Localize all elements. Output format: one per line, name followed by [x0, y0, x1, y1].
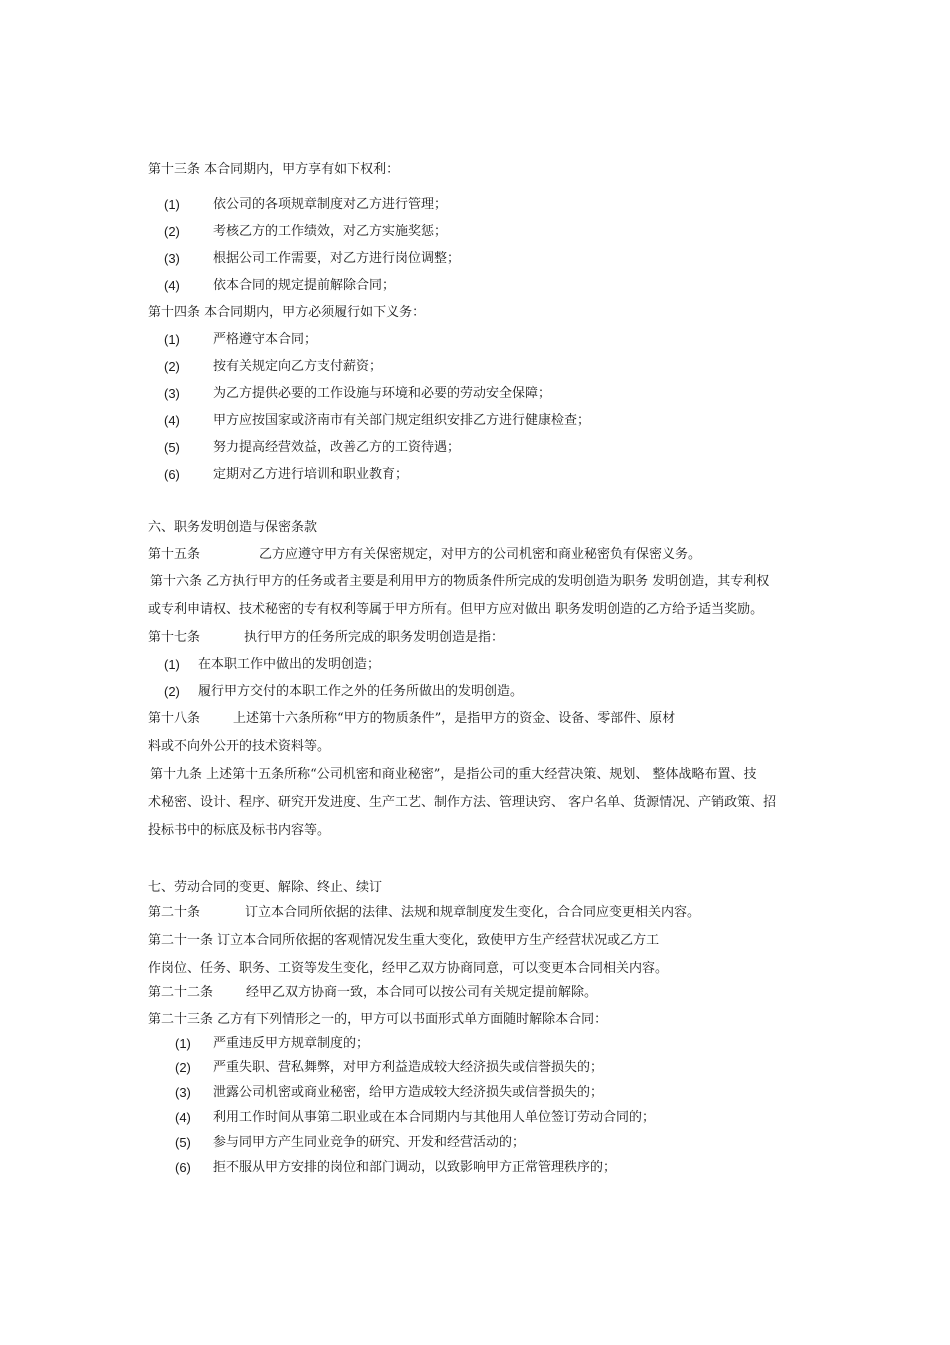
art21-line-1: 第二十一条 订立本合同所依据的客观情况发生重大变化，致使甲方生产经营状况或乙方工: [148, 933, 660, 948]
art16-line-1: 第十六条 乙方执行甲方的任务或者主要是利用甲方的物质条件所完成的发明创造为职务 发明创造，其专利权: [150, 574, 770, 589]
art18-text: 上述第十六条所称“甲方的物质条件”，是指甲方的资金、设备、零部件、原材: [233, 711, 676, 726]
art17-text: 执行甲方的任务所完成的职务发明创造是指：: [244, 630, 505, 645]
art16-line-2: 或专利申请权、技术秘密的专有权利等属于甲方所有。但甲方应对做出 职务发明创造的乙方给予适当奖励。: [148, 602, 764, 617]
art14-item-1-num: (1): [164, 332, 180, 347]
art21-line-2: 作岗位、任务、职务、工资等发生变化，经甲乙双方协商同意，可以变更本合同相关内容。: [148, 961, 669, 976]
art14-item-2-text: 按有关规定向乙方支付薪资；: [213, 359, 383, 374]
art14-item-6-num: (6): [164, 467, 180, 482]
art13-item-2-num: (2): [164, 224, 180, 239]
art23-item-6-num: (6): [175, 1160, 191, 1175]
art13-item-1-num: (1): [164, 197, 180, 212]
art20-text: 订立本合同所依据的法律、法规和规章制度发生变化，合合同应变更相关内容。: [245, 905, 701, 920]
art23-item-1-text: 严重违反甲方规章制度的；: [213, 1036, 370, 1051]
art14-item-4-num: (4): [164, 413, 180, 428]
art23-item-1-num: (1): [175, 1036, 191, 1051]
art13-item-4-num: (4): [164, 278, 180, 293]
art23-item-5-text: 参与同甲方产生同业竞争的研究、开发和经营活动的；: [213, 1135, 526, 1150]
art17-item-2-text: 履行甲方交付的本职工作之外的任务所做出的发明创造。: [198, 684, 524, 699]
art13-item-2-text: 考核乙方的工作绩效，对乙方实施奖惩；: [213, 224, 448, 239]
art17-item-2-num: (2): [164, 684, 180, 699]
art20-label: 第二十条: [148, 905, 201, 920]
art13-item-3-num: (3): [164, 251, 180, 266]
art23-item-3-num: (3): [175, 1085, 191, 1100]
art23-item-2-num: (2): [175, 1060, 191, 1075]
art15-text: 乙方应遵守甲方有关保密规定，对甲方的公司机密和商业秘密负有保密义务。: [259, 547, 702, 562]
art13-item-1-text: 依公司的各项规章制度对乙方进行管理；: [213, 197, 448, 212]
art15-label: 第十五条: [148, 547, 201, 562]
art17-item-1-text: 在本职工作中做出的发明创造；: [198, 657, 381, 672]
art14-item-6-text: 定期对乙方进行培训和职业教育；: [213, 467, 409, 482]
art19-line-1: 第十九条 上述第十五条所称“公司机密和商业秘密”，是指公司的重大经营决策、规划、 整体战略布置、技: [150, 767, 757, 782]
art13-heading: 第十三条 本合同期内，甲方享有如下权利：: [148, 162, 400, 177]
art23-item-4-text: 利用工作时间从事第二职业或在本合同期内与其他用人单位签订劳动合同的；: [213, 1110, 656, 1125]
art23-heading: 第二十三条 乙方有下列情形之一的，甲方可以书面形式单方面随时解除本合同：: [148, 1012, 608, 1027]
art23-item-2-text: 严重失职、营私舞弊，对甲方利益造成较大经济损失或信誉损失的；: [213, 1060, 604, 1075]
art13-item-3-text: 根据公司工作需要，对乙方进行岗位调整；: [213, 251, 461, 266]
art23-item-3-text: 泄露公司机密或商业秘密，给甲方造成较大经济损失或信誉损失的；: [213, 1085, 604, 1100]
art19-line-3: 投标书中的标底及标书内容等。: [148, 823, 331, 838]
art19-line-2: 术秘密、设计、程序、研究开发进度、生产工艺、制作方法、管理诀窍、 客户名单、货源情况、产销政策、招: [148, 795, 777, 810]
art14-item-5-num: (5): [164, 440, 180, 455]
art14-heading: 第十四条 本合同期内，甲方必须履行如下义务：: [148, 305, 426, 320]
art17-label: 第十七条: [148, 630, 201, 645]
art13-item-4-text: 依本合同的规定提前解除合同；: [213, 278, 396, 293]
section7-title: 七、劳动合同的变更、解除、终止、续订: [148, 880, 383, 895]
art14-item-1-text: 严格遵守本合同；: [213, 332, 318, 347]
art22-label: 第二十二条: [148, 985, 214, 1000]
art23-item-4-num: (4): [175, 1110, 191, 1125]
art14-item-4-text: 甲方应按国家或济南市有关部门规定组织安排乙方进行健康检查；: [213, 413, 591, 428]
art17-item-1-num: (1): [164, 657, 180, 672]
section6-title: 六、职务发明创造与保密条款: [148, 520, 318, 535]
art14-item-5-text: 努力提高经营效益，改善乙方的工资待遇；: [213, 440, 461, 455]
art22-text: 经甲乙双方协商一致，本合同可以按公司有关规定提前解除。: [246, 985, 598, 1000]
art14-item-3-text: 为乙方提供必要的工作设施与环境和必要的劳动安全保障；: [213, 386, 552, 401]
art23-item-6-text: 拒不服从甲方安排的岗位和部门调动，以致影响甲方正常管理秩序的；: [213, 1160, 617, 1175]
art14-item-3-num: (3): [164, 386, 180, 401]
art14-item-2-num: (2): [164, 359, 180, 374]
art18-line-2: 料或不向外公开的技术资料等。: [148, 739, 331, 754]
art18-label: 第十八条: [148, 711, 201, 726]
art23-item-5-num: (5): [175, 1135, 191, 1150]
